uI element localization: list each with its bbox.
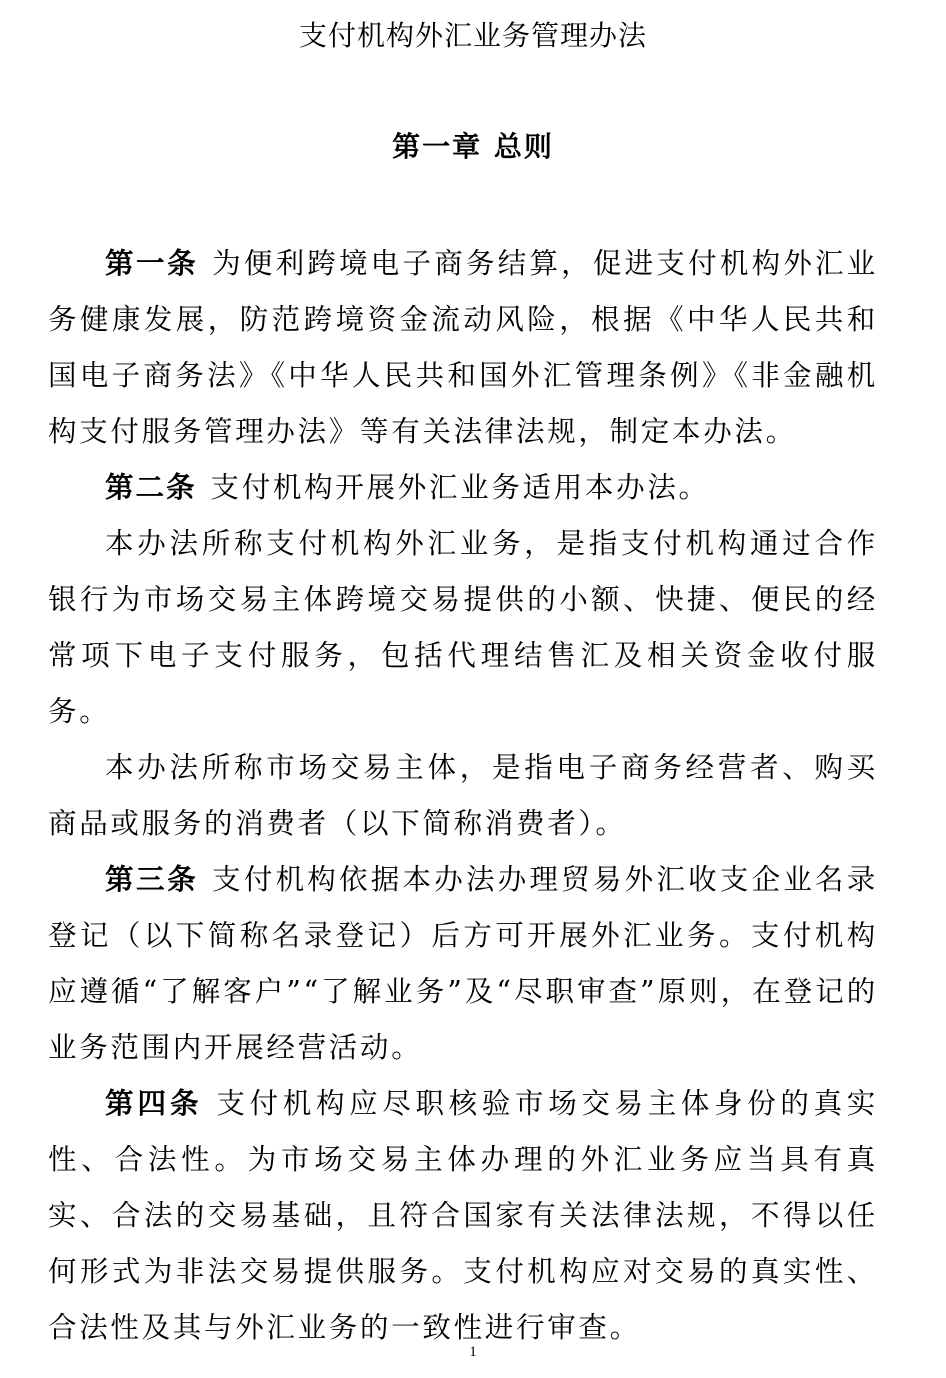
article-4-text: 支付机构应尽职核验市场交易主体身份的真实性、合法性。为市场交易主体办理的外汇业务应当具有真实、合法的交易基础，且符合国家有关法律法规，不得以任何形式为非法交易提供服务。支付机构应对交易的真实性、合法性及其与外汇业务的一致性进行审查。 xyxy=(48,1087,878,1344)
article-2-paragraph xyxy=(48,460,878,516)
article-2-clause-3 xyxy=(48,740,878,852)
article-1-text: 为便利跨境电子商务结算，促进支付机构外汇业务健康发展，防范跨境资金流动风险，根据《中华人民共和国电子商务法》《中华人民共和国外汇管理条例》《非金融机构支付服务管理办法》等有关法律法规，制定本办法。 xyxy=(48,247,878,448)
article-2-clause-2 xyxy=(48,516,878,740)
article-2-clause-2-text: 本办法所称支付机构外汇业务，是指支付机构通过合作银行为市场交易主体跨境交易提供的小额、快捷、便民的经常项下电子支付服务，包括代理结售汇及相关资金收付服务。 xyxy=(48,527,878,728)
page-number: 1 xyxy=(469,1344,477,1360)
article-3-paragraph xyxy=(48,852,878,1076)
article-2-clause-3-text: 本办法所称市场交易主体，是指电子商务经营者、购买商品或服务的消费者（以下简称消费者）。 xyxy=(48,751,878,840)
article-4-paragraph xyxy=(48,1076,878,1356)
article-1-label: 第一条 xyxy=(105,247,199,280)
document-title: 支付机构外汇业务管理办法 xyxy=(298,19,647,52)
chapter-heading: 第一章 总则 xyxy=(392,130,554,163)
article-1-paragraph xyxy=(48,236,878,460)
article-3-label: 第三条 xyxy=(105,863,199,896)
article-2-label: 第二条 xyxy=(105,471,197,504)
article-3-text: 支付机构依据本办法办理贸易外汇收支企业名录登记（以下简称名录登记）后方可开展外汇业务。支付机构应遵循“了解客户”“了解业务”及“尽职审查”原则，在登记的业务范围内开展经营活动。 xyxy=(48,863,878,1064)
article-2-text: 支付机构开展外汇业务适用本办法。 xyxy=(210,471,710,504)
article-4-label: 第四条 xyxy=(105,1087,203,1120)
document-body xyxy=(48,236,878,1356)
